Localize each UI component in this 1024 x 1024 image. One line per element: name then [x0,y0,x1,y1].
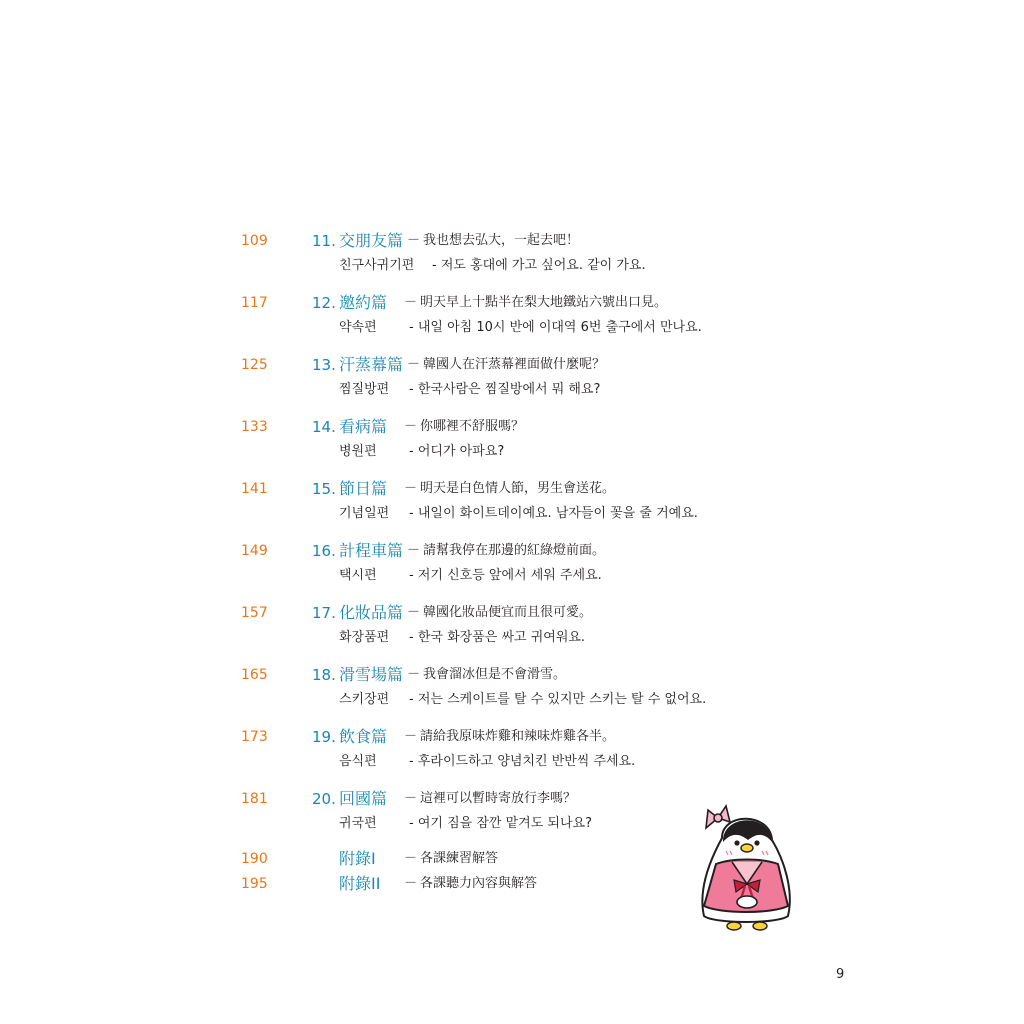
separator-dash: － [404,876,418,891]
toc-entry[interactable] [0,604,1024,652]
toc-page-number: 157 [241,605,268,621]
toc-entry[interactable] [0,232,1024,280]
chapter-number: 16. [312,542,336,560]
separator-dash: - [409,816,414,831]
appendix-zh-description: 各課練習解答 [420,851,499,866]
chapter-title: 計程車篇 [339,541,404,560]
chapter-number: 12. [312,294,336,312]
toc-page-number: 141 [241,481,268,497]
chapter-zh-sentence: 韓國人在汗蒸幕裡面做什麼呢？ [423,357,606,372]
chapter-ko-title: 스키장편 [339,692,390,707]
separator-dash: － [404,851,418,866]
chapter-title: 化妝品篇 [339,603,404,622]
chapter-zh-sentence: 我會溜冰但是不會滑雪。 [423,667,567,682]
chapter-number: 20. [312,790,336,808]
separator-dash: － [407,605,421,620]
toc-entry[interactable] [0,294,1024,342]
chapter-ko-title: 기념일편 [339,506,390,521]
chapter-ko-sentence: 어디가 아파요? [417,444,505,459]
chapter-ko-sentence: 한국사람은 찜질방에서 뭐 해요? [417,382,601,397]
toc-entry[interactable] [0,356,1024,404]
separator-dash: － [404,295,418,310]
separator-dash: － [407,667,421,682]
toc-entry[interactable] [0,666,1024,714]
chapter-number: 19. [312,728,336,746]
separator-dash: - [409,568,414,583]
separator-dash: - [409,754,414,769]
penguin-foot [753,922,767,930]
separator-dash: - [409,506,414,521]
separator-dash: － [404,481,418,496]
toc-entry[interactable] [0,542,1024,590]
chapter-ko-sentence: 저는 스케이트를 탈 수 있지만 스키는 탈 수 없어요. [417,692,707,707]
chapter-zh-sentence: 請幫我停在那邊的紅綠燈前面。 [423,543,606,558]
separator-dash: - [409,320,414,335]
separator-dash: - [432,258,437,273]
chapter-number: 18. [312,666,336,684]
chapter-title: 滑雪場篇 [339,665,404,684]
appendix-title: 附錄II [339,874,381,893]
toc-page-number: 173 [241,729,268,745]
chapter-ko-title: 찜질방편 [339,382,390,397]
toc-entry[interactable] [0,480,1024,528]
chapter-ko-title: 음식편 [339,754,377,769]
toc-page-number: 181 [241,791,268,807]
chapter-title: 交朋友篇 [339,231,404,250]
chapter-zh-sentence: 韓國化妝品便宜而且很可愛。 [423,605,593,620]
chapter-ko-sentence: 저기 신호등 앞에서 세워 주세요. [417,568,602,583]
separator-dash: - [409,692,414,707]
chapter-zh-sentence: 你哪裡不舒服嗎？ [420,419,525,434]
toc-entry[interactable] [0,790,1024,838]
toc-page-number: 195 [241,876,268,892]
chapter-title: 看病篇 [339,417,388,436]
chapter-ko-title: 친구사귀기편 [339,258,415,273]
separator-dash: － [404,419,418,434]
penguin-eye [754,840,759,845]
penguin-illustration [692,798,800,938]
chapter-zh-sentence: 這裡可以暫時寄放行李嗎？ [420,791,577,806]
toc-page-number: 190 [241,851,268,867]
chapter-ko-title: 병원편 [339,444,377,459]
toc-page-number: 117 [241,295,268,311]
chapter-title: 汗蒸幕篇 [339,355,404,374]
chapter-number: 14. [312,418,336,436]
chapter-zh-sentence: 我也想去弘大，一起去吧！ [423,233,580,248]
toc-appendix-entry[interactable] [0,850,1024,872]
chapter-ko-sentence: 내일 아침 10시 반에 이대역 6번 출구에서 만나요. [417,320,702,335]
toc-page-number: 133 [241,419,268,435]
toc-entry[interactable] [0,418,1024,466]
chapter-number: 13. [312,356,336,374]
separator-dash: - [409,630,414,645]
chapter-zh-sentence: 明天早上十點半在梨大地鐵站六號出口見。 [420,295,668,310]
separator-dash: - [409,382,414,397]
appendix-title: 附錄I [339,849,376,868]
chapter-ko-title: 귀국편 [339,816,377,831]
toc-page-number: 149 [241,543,268,559]
chapter-zh-sentence: 明天是白色情人節，男生會送花。 [420,481,616,496]
chapter-number: 11. [312,232,336,250]
chapter-number: 17. [312,604,336,622]
appendix-zh-description: 各課聽力內容與解答 [420,876,538,891]
chapter-title: 邀約篇 [339,293,388,312]
toc-page-number: 125 [241,357,268,373]
chapter-ko-title: 택시편 [339,568,377,583]
separator-dash: － [404,729,418,744]
chapter-zh-sentence: 請給我原味炸雞和辣味炸雞各半。 [420,729,616,744]
chapter-ko-sentence: 내일이 화이트데이예요. 남자들이 꽃을 줄 거예요. [417,506,698,521]
toc-page-number: 165 [241,667,268,683]
chapter-ko-title: 화장품편 [339,630,390,645]
separator-dash: － [407,543,421,558]
chapter-ko-title: 약속편 [339,320,377,335]
chapter-ko-sentence: 한국 화장품은 싸고 귀여워요. [417,630,586,645]
chapter-title: 回國篇 [339,789,388,808]
penguin-eye [734,840,739,845]
page-number: 9 [836,967,845,982]
chapter-ko-sentence: 저도 홍대에 가고 싶어요. 같이 가요. [440,258,646,273]
penguin-beak [741,844,753,852]
chapter-number: 15. [312,480,336,498]
separator-dash: － [404,791,418,806]
chapter-ko-sentence: 여기 짐을 잠깐 맡겨도 되나요? [417,816,592,831]
chapter-title: 飲食篇 [339,727,388,746]
toc-appendix-entry[interactable] [0,875,1024,897]
chapter-ko-sentence: 후라이드하고 양념치킨 반반씩 주세요. [417,754,636,769]
chapter-title: 節日篇 [339,479,388,498]
separator-dash: － [407,233,421,248]
separator-dash: － [407,357,421,372]
penguin-foot [727,922,741,930]
toc-page-number: 109 [241,233,268,249]
separator-dash: - [409,444,414,459]
toc-entry[interactable] [0,728,1024,776]
